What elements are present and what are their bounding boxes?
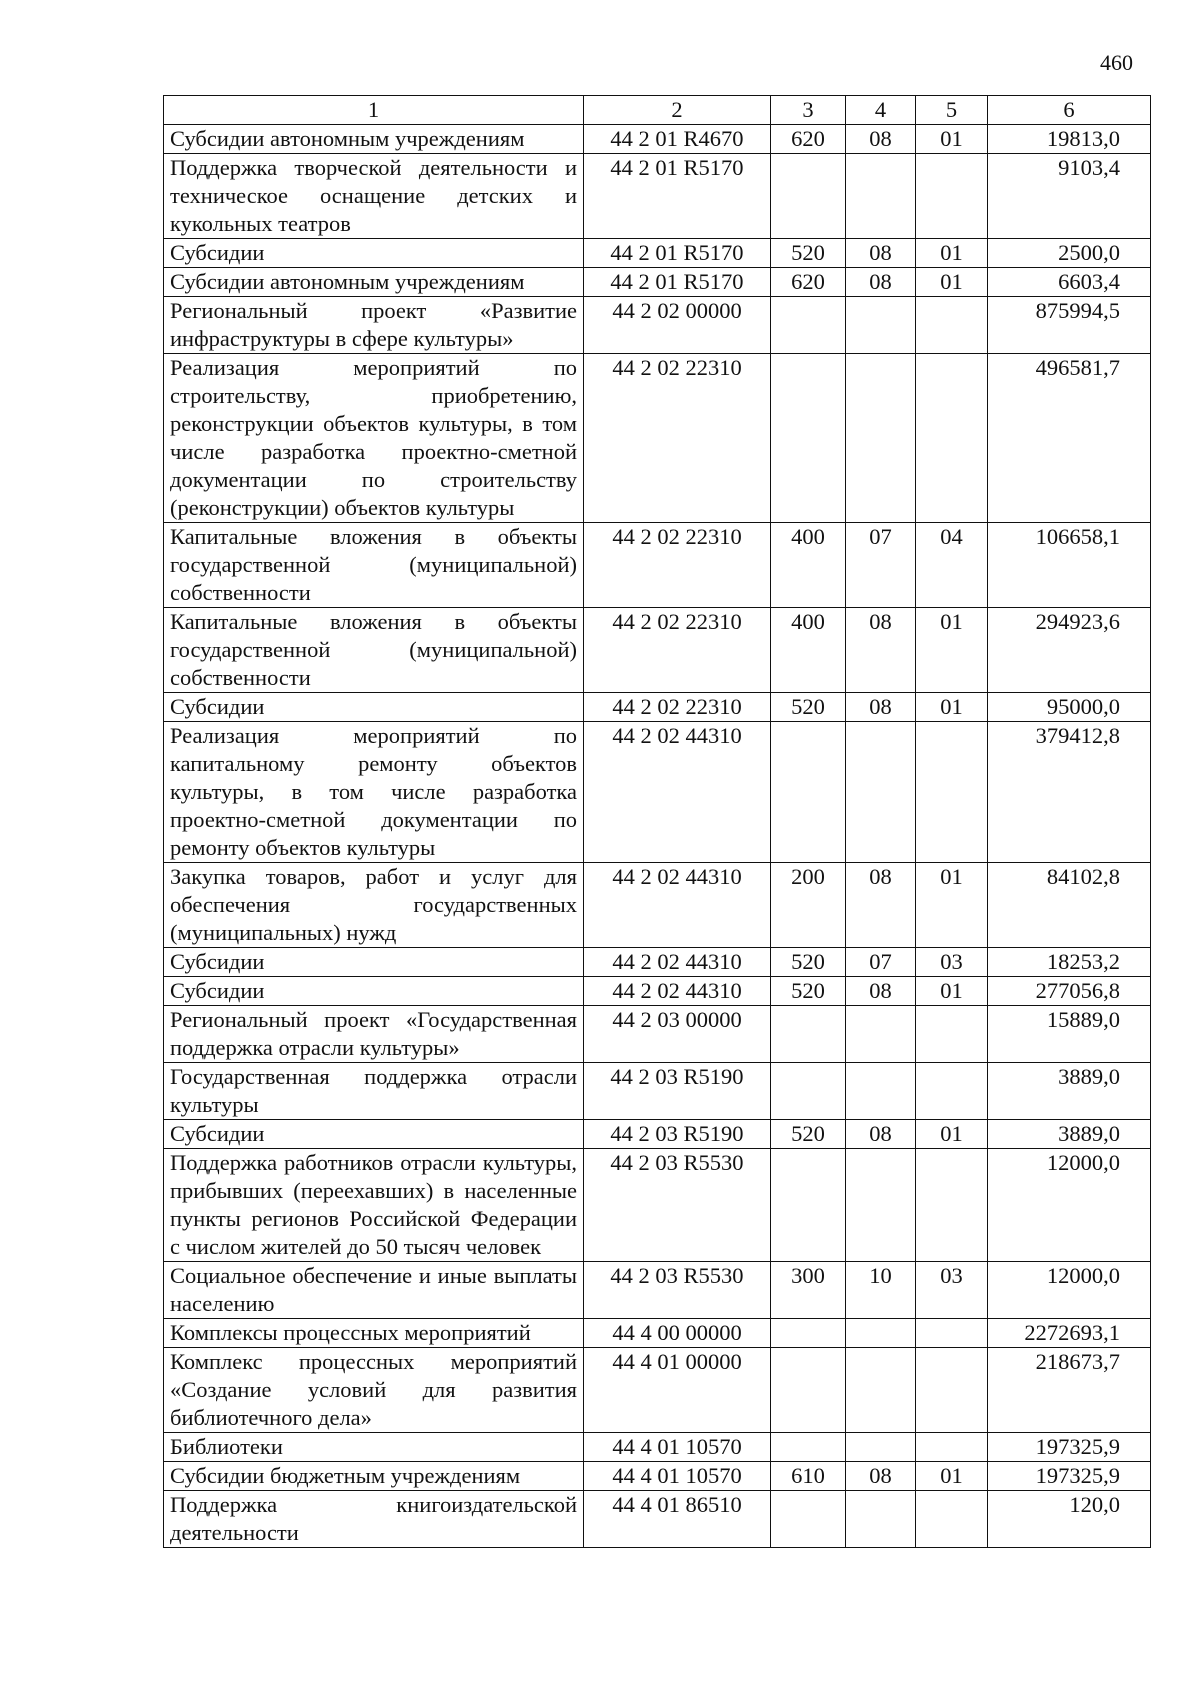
row-section xyxy=(846,1348,916,1433)
row-code: 44 4 00 00000 xyxy=(584,1319,771,1348)
row-section xyxy=(846,1063,916,1120)
row-amount: 2500,0 xyxy=(988,239,1151,268)
table-row xyxy=(164,1319,1151,1348)
row-subsection: 01 xyxy=(916,977,988,1006)
row-subsection: 01 xyxy=(916,268,988,297)
table-row xyxy=(164,977,1151,1006)
row-amount: 12000,0 xyxy=(988,1149,1151,1262)
row-expense-type xyxy=(771,1491,846,1548)
row-section xyxy=(846,1149,916,1262)
row-subsection: 04 xyxy=(916,523,988,608)
budget-table xyxy=(163,95,1151,1548)
row-subsection xyxy=(916,1491,988,1548)
table-row xyxy=(164,722,1151,863)
row-section xyxy=(846,1491,916,1548)
row-amount: 120,0 xyxy=(988,1491,1151,1548)
row-amount: 294923,6 xyxy=(988,608,1151,693)
table-body xyxy=(164,125,1151,1548)
row-subsection xyxy=(916,354,988,523)
header-row xyxy=(164,96,1151,125)
row-expense-type xyxy=(771,1006,846,1063)
row-subsection xyxy=(916,1319,988,1348)
row-expense-type xyxy=(771,1063,846,1120)
header-col-4: 4 xyxy=(846,96,916,125)
row-section xyxy=(846,1006,916,1063)
row-expense-type: 400 xyxy=(771,523,846,608)
row-amount: 379412,8 xyxy=(988,722,1151,863)
row-expense-type xyxy=(771,1433,846,1462)
row-subsection xyxy=(916,1149,988,1262)
table-row xyxy=(164,268,1151,297)
row-amount: 18253,2 xyxy=(988,948,1151,977)
table-row xyxy=(164,863,1151,948)
row-code: 44 2 01 R4670 xyxy=(584,125,771,154)
row-code: 44 2 03 R5530 xyxy=(584,1149,771,1262)
row-subsection: 01 xyxy=(916,608,988,693)
header-col-6: 6 xyxy=(988,96,1151,125)
row-name: Закупка товаров, работ и услуг для обеспечения государственных (муниципальных) нужд xyxy=(164,863,584,948)
row-code: 44 2 02 44310 xyxy=(584,977,771,1006)
row-subsection xyxy=(916,1006,988,1063)
row-expense-type: 520 xyxy=(771,977,846,1006)
row-amount: 84102,8 xyxy=(988,863,1151,948)
table-row xyxy=(164,1491,1151,1548)
row-name: Капитальные вложения в объекты государственной (муниципальной) собственности xyxy=(164,523,584,608)
row-name: Субсидии автономным учреждениям xyxy=(164,125,584,154)
row-code: 44 2 03 R5530 xyxy=(584,1262,771,1319)
row-amount: 95000,0 xyxy=(988,693,1151,722)
row-section xyxy=(846,154,916,239)
table-row xyxy=(164,239,1151,268)
row-section: 08 xyxy=(846,125,916,154)
row-code: 44 2 02 22310 xyxy=(584,693,771,722)
row-code: 44 2 02 44310 xyxy=(584,863,771,948)
row-expense-type xyxy=(771,1149,846,1262)
table-row xyxy=(164,1006,1151,1063)
row-section: 08 xyxy=(846,693,916,722)
table-row xyxy=(164,1149,1151,1262)
row-name: Поддержка работников отрасли культуры, прибывших (переехавших) в населенные пункты регионов Российской Федерации с числом жителей до 50 тысяч человек xyxy=(164,1149,584,1262)
row-amount: 2272693,1 xyxy=(988,1319,1151,1348)
row-code: 44 2 02 00000 xyxy=(584,297,771,354)
row-section: 08 xyxy=(846,268,916,297)
row-section xyxy=(846,1319,916,1348)
row-code: 44 2 03 R5190 xyxy=(584,1120,771,1149)
table-row xyxy=(164,608,1151,693)
header-col-3: 3 xyxy=(771,96,846,125)
row-subsection xyxy=(916,297,988,354)
table-row xyxy=(164,1348,1151,1433)
row-subsection xyxy=(916,154,988,239)
row-expense-type xyxy=(771,354,846,523)
row-amount: 277056,8 xyxy=(988,977,1151,1006)
row-name: Реализация мероприятий по капитальному ремонту объектов культуры, в том числе разработка проектно-сметной документации по ремонту объектов культуры xyxy=(164,722,584,863)
row-name: Субсидии бюджетным учреждениям xyxy=(164,1462,584,1491)
row-name: Комплекс процессных мероприятий «Создание условий для развития библиотечного дела» xyxy=(164,1348,584,1433)
row-name: Субсидии xyxy=(164,977,584,1006)
row-amount: 218673,7 xyxy=(988,1348,1151,1433)
row-name: Государственная поддержка отрасли культуры xyxy=(164,1063,584,1120)
row-code: 44 4 01 86510 xyxy=(584,1491,771,1548)
row-amount: 197325,9 xyxy=(988,1433,1151,1462)
table-row xyxy=(164,154,1151,239)
row-name: Региональный проект «Государственная поддержка отрасли культуры» xyxy=(164,1006,584,1063)
row-expense-type xyxy=(771,297,846,354)
row-amount: 3889,0 xyxy=(988,1120,1151,1149)
row-subsection: 01 xyxy=(916,1120,988,1149)
row-subsection: 01 xyxy=(916,1462,988,1491)
row-subsection xyxy=(916,722,988,863)
row-subsection: 01 xyxy=(916,239,988,268)
row-amount: 106658,1 xyxy=(988,523,1151,608)
row-expense-type: 620 xyxy=(771,125,846,154)
row-code: 44 2 01 R5170 xyxy=(584,239,771,268)
row-expense-type: 520 xyxy=(771,1120,846,1149)
row-subsection: 01 xyxy=(916,863,988,948)
row-expense-type: 300 xyxy=(771,1262,846,1319)
row-name: Социальное обеспечение и иные выплаты населению xyxy=(164,1262,584,1319)
row-amount: 496581,7 xyxy=(988,354,1151,523)
row-name: Библиотеки xyxy=(164,1433,584,1462)
row-section xyxy=(846,297,916,354)
row-expense-type: 610 xyxy=(771,1462,846,1491)
row-amount: 12000,0 xyxy=(988,1262,1151,1319)
row-section: 10 xyxy=(846,1262,916,1319)
row-name: Субсидии xyxy=(164,948,584,977)
header-col-1: 1 xyxy=(164,96,584,125)
row-name: Капитальные вложения в объекты государственной (муниципальной) собственности xyxy=(164,608,584,693)
row-expense-type: 620 xyxy=(771,268,846,297)
row-expense-type xyxy=(771,154,846,239)
row-section: 08 xyxy=(846,863,916,948)
row-amount: 197325,9 xyxy=(988,1462,1151,1491)
row-code: 44 4 01 10570 xyxy=(584,1433,771,1462)
table-row xyxy=(164,948,1151,977)
row-expense-type xyxy=(771,722,846,863)
row-code: 44 2 02 44310 xyxy=(584,948,771,977)
row-section xyxy=(846,354,916,523)
table-row xyxy=(164,354,1151,523)
row-section: 08 xyxy=(846,608,916,693)
row-name: Поддержка творческой деятельности и техническое оснащение детских и кукольных театров xyxy=(164,154,584,239)
row-section: 08 xyxy=(846,1462,916,1491)
row-section xyxy=(846,1433,916,1462)
row-code: 44 2 02 22310 xyxy=(584,523,771,608)
row-subsection: 03 xyxy=(916,948,988,977)
row-amount: 6603,4 xyxy=(988,268,1151,297)
row-subsection: 03 xyxy=(916,1262,988,1319)
table-row xyxy=(164,1262,1151,1319)
row-name: Субсидии автономным учреждениям xyxy=(164,268,584,297)
row-subsection xyxy=(916,1433,988,1462)
row-expense-type: 520 xyxy=(771,239,846,268)
row-name: Субсидии xyxy=(164,693,584,722)
row-name: Комплексы процессных мероприятий xyxy=(164,1319,584,1348)
row-amount: 3889,0 xyxy=(988,1063,1151,1120)
row-section xyxy=(846,722,916,863)
row-subsection xyxy=(916,1348,988,1433)
header-col-5: 5 xyxy=(916,96,988,125)
header-col-2: 2 xyxy=(584,96,771,125)
row-name: Субсидии xyxy=(164,239,584,268)
table-row xyxy=(164,1433,1151,1462)
table-row xyxy=(164,1063,1151,1120)
row-code: 44 2 02 44310 xyxy=(584,722,771,863)
row-name: Реализация мероприятий по строительству, приобретению, реконструкции объектов культуры, в том числе разработка проектно-сметной документации по строительству (реконструкции) объектов культуры xyxy=(164,354,584,523)
page-number: 460 xyxy=(1100,50,1133,75)
row-amount: 875994,5 xyxy=(988,297,1151,354)
row-section: 08 xyxy=(846,1120,916,1149)
row-subsection: 01 xyxy=(916,125,988,154)
table-row xyxy=(164,523,1151,608)
row-code: 44 2 01 R5170 xyxy=(584,268,771,297)
table-row xyxy=(164,1462,1151,1491)
row-expense-type: 400 xyxy=(771,608,846,693)
row-subsection xyxy=(916,1063,988,1120)
table-row xyxy=(164,297,1151,354)
row-expense-type: 520 xyxy=(771,948,846,977)
row-code: 44 2 02 22310 xyxy=(584,354,771,523)
row-expense-type: 520 xyxy=(771,693,846,722)
table-row xyxy=(164,1120,1151,1149)
row-name: Поддержка книгоиздательской деятельности xyxy=(164,1491,584,1548)
row-amount: 19813,0 xyxy=(988,125,1151,154)
row-amount: 15889,0 xyxy=(988,1006,1151,1063)
table-row xyxy=(164,693,1151,722)
row-code: 44 2 03 R5190 xyxy=(584,1063,771,1120)
row-amount: 9103,4 xyxy=(988,154,1151,239)
row-section: 08 xyxy=(846,239,916,268)
table-row xyxy=(164,125,1151,154)
row-code: 44 4 01 10570 xyxy=(584,1462,771,1491)
row-code: 44 4 01 00000 xyxy=(584,1348,771,1433)
row-expense-type xyxy=(771,1319,846,1348)
row-expense-type: 200 xyxy=(771,863,846,948)
row-subsection: 01 xyxy=(916,693,988,722)
row-expense-type xyxy=(771,1348,846,1433)
row-section: 07 xyxy=(846,948,916,977)
row-name: Субсидии xyxy=(164,1120,584,1149)
row-section: 07 xyxy=(846,523,916,608)
row-section: 08 xyxy=(846,977,916,1006)
row-name: Региональный проект «Развитие инфраструктуры в сфере культуры» xyxy=(164,297,584,354)
row-code: 44 2 01 R5170 xyxy=(584,154,771,239)
row-code: 44 2 02 22310 xyxy=(584,608,771,693)
row-code: 44 2 03 00000 xyxy=(584,1006,771,1063)
